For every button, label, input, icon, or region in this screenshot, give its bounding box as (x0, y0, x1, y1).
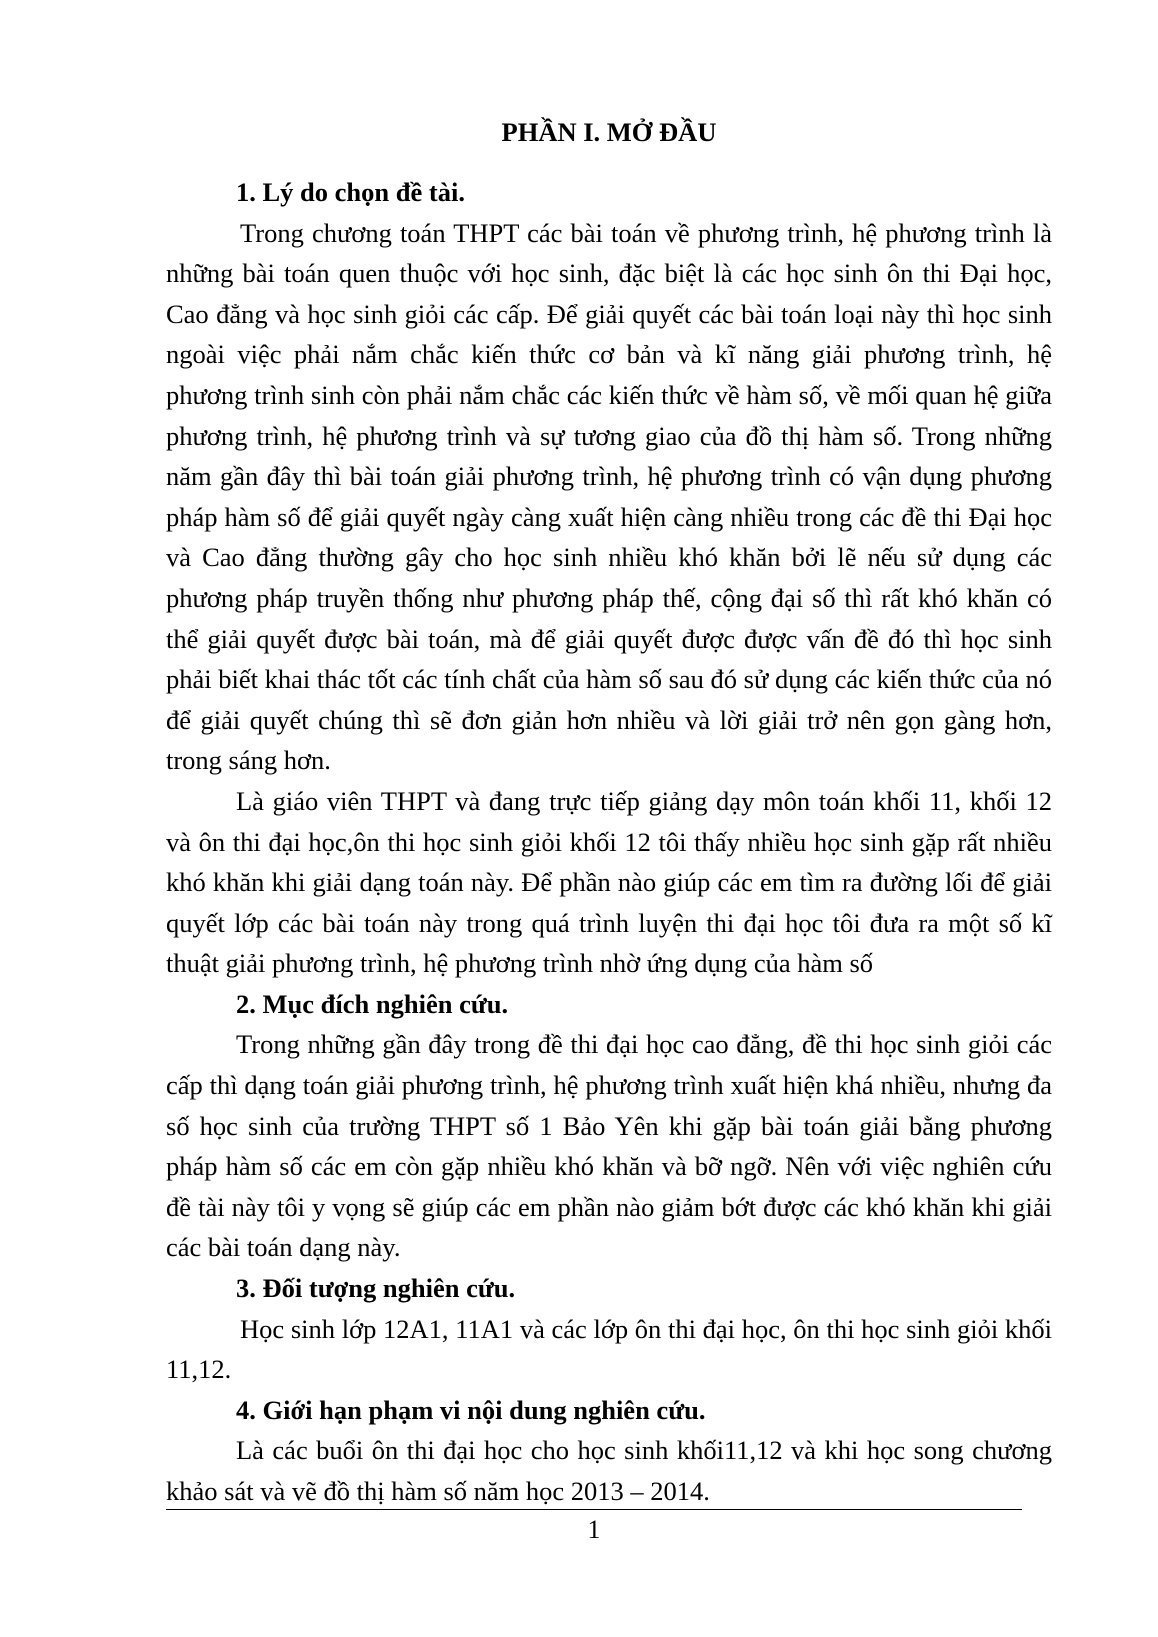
section-paragraph: Trong những gần đây trong đề thi đại học cao đẳng, đề thi học sinh giỏi các cấp thì dạng toán giải phương trình, hệ phương trình xuất hiện khá nhiều, nhưng đa số học sinh của trường THPT số 1 Bảo Yên khi gặp bài toán giải bằng phương pháp hàm số các em còn gặp nhiều khó khăn và bỡ ngỡ. Nên với việc nghiên cứu đề tài này tôi y vọng sẽ giúp các em phần nào giảm bớt được các khó khăn khi giải các bài toán dạng này. (166, 1029, 1052, 1263)
section-paragraph: Là các buổi ôn thi đại học cho học sinh khối11,12 và khi học song chương khảo sát và vẽ đồ thị hàm số năm học 2013 – 2014. (166, 1435, 1052, 1506)
section-heading-purpose: 2. Mục đích nghiên cứu. (236, 988, 509, 1019)
section-heading-subjects: 3. Đối tượng nghiên cứu. (236, 1273, 516, 1304)
section-paragraph: Trong chương toán THPT các bài toán về phương trình, hệ phương trình là những bài toán quen thuộc với học sinh, đặc biệt là các học sinh ôn thi Đại học, Cao đẳng và học sinh giỏi các cấp. Để giải quyết các bài toán loại này thì học sinh ngoài việc phải nắm chắc kiến thức cơ bản và kĩ năng giải phương trình, hệ phương trình sinh còn phải nắm chắc các kiến thức về hàm số, về mối quan hệ giữa phương trình, hệ phương trình và sự tương giao của đồ thị hàm số. Trong những năm gần đây thì bài toán giải phương trình, hệ phương trình có vận dụng phương pháp hàm số để giải quyết ngày càng xuất hiện càng nhiều trong các đề thi Đại học và Cao đẳng thường gây cho học sinh nhiều khó khăn bởi lẽ nếu sử dụng các phương pháp truyền thống như phương pháp thế, cộng đại số thì rất khó khăn có thể giải quyết được bài toán, mà để giải quyết được được vấn đề đó thì học sinh phải biết khai thác tốt các tính chất của hàm số sau đó sử dụng các kiến thức của nó để giải quyết chúng thì sẽ đơn giản hơn nhiều và lời giải trở nên gọn gàng hơn, trong sáng hơn. (166, 217, 1053, 776)
page-content (166, 112, 1052, 1512)
section-heading-scope: 4. Giới hạn phạm vi nội dung nghiên cứu. (236, 1394, 706, 1425)
page-number: 1 (587, 1515, 601, 1544)
section-heading-reason: 1. Lý do chọn đề tài. (236, 177, 465, 207)
section-paragraph: Là giáo viên THPT và đang trực tiếp giảng dạy môn toán khối 11, khối 12 và ôn thi đại học,ôn thi học sinh giỏi khối 12 tôi thấy nhiều học sinh gặp rất nhiều khó khăn khi giải dạng toán này. Để phần nào giúp các em tìm ra đường lối để giải quyết lớp các bài toán này trong quá trình luyện thi đại học tôi đưa ra một số kĩ thuật giải phương trình, hệ phương trình nhờ ứng dụng của hàm số (166, 785, 1052, 979)
footer-divider (166, 1509, 1022, 1510)
section-paragraph: Học sinh lớp 12A1, 11A1 và các lớp ôn thi đại học, ôn thi học sinh giỏi khối 11,12. (166, 1313, 1052, 1385)
page-title: PHẦN I. MỞ ĐẦU (501, 117, 717, 147)
